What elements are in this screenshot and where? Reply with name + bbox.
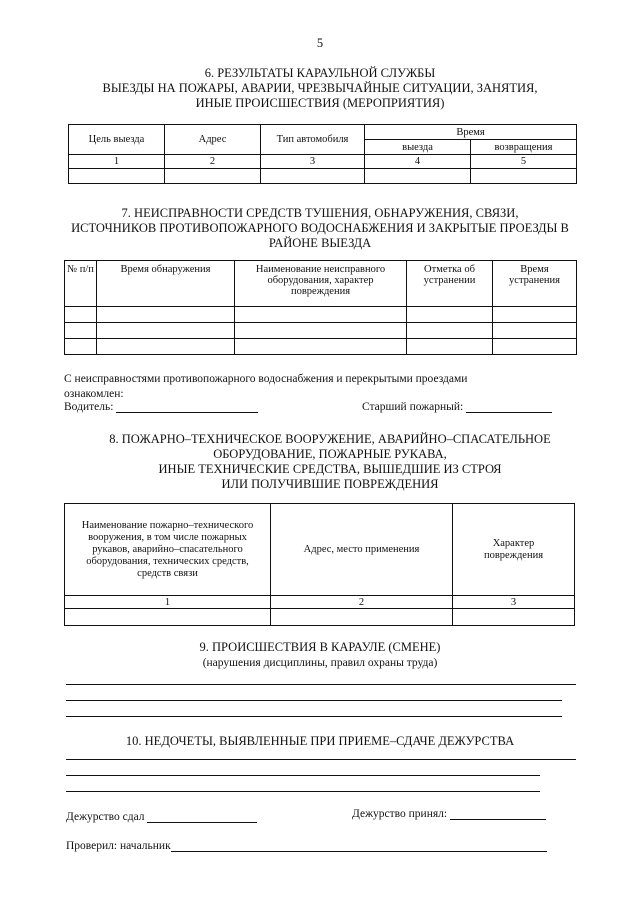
col-equipment: Наименование пожарно–технического вооружения, в том числе пожарных рукавов, аварийно–спасательного оборудования, технических средств, средств связи bbox=[65, 504, 271, 596]
senior-line[interactable] bbox=[466, 401, 552, 413]
col-departure: выезда bbox=[365, 140, 471, 155]
table-row bbox=[65, 609, 575, 626]
driver-line[interactable] bbox=[116, 401, 258, 413]
handed-line[interactable] bbox=[147, 811, 257, 823]
section-10-title: 10. НЕДОЧЕТЫ, ВЫЯВЛЕННЫЕ ПРИ ПРИЕМЕ–СДАЧЕ ДЕЖУРСТВА bbox=[125, 734, 515, 748]
table-row bbox=[69, 169, 577, 184]
col-damage: Характер повреждения bbox=[453, 504, 575, 596]
section-8-title: 8. ПОЖАРНО–ТЕХНИЧЕСКОЕ ВООРУЖЕНИЕ, АВАРИЙНО–СПАСАТЕЛЬНОЕ ОБОРУДОВАНИЕ, ПОЖАРНЫЕ РУКАВА, ИНЫЕ ТЕХНИЧЕСКИЕ СРЕДСТВА, ВЫШЕДШИЕ ИЗ СТРОЯ ИЛИ ПОЛУЧИВШИЕ ПОВРЕЖДЕНИЯ bbox=[109, 432, 551, 491]
accepted-signature: Дежурство принял: bbox=[352, 808, 546, 820]
col-address: Адрес bbox=[165, 125, 261, 155]
section-9-title: 9. ПРОИСШЕСТВИЯ В КАРАУЛЕ (СМЕНЕ) bbox=[199, 640, 441, 654]
blank-line[interactable] bbox=[66, 775, 540, 776]
table-row bbox=[65, 339, 577, 355]
section-7-note: С неисправностями противопожарного водоснабжения и перекрытыми проездами ознакомлен: bbox=[64, 373, 468, 400]
accepted-line[interactable] bbox=[450, 808, 546, 820]
checked-line[interactable] bbox=[171, 840, 547, 852]
blank-line[interactable] bbox=[66, 759, 576, 760]
section-6-table bbox=[68, 124, 577, 184]
blank-line[interactable] bbox=[66, 700, 562, 701]
col-detect-time: Время обнаружения bbox=[97, 261, 235, 307]
table-row bbox=[65, 307, 577, 323]
num-cell: 4 bbox=[365, 155, 471, 169]
section-6-title: 6. РЕЗУЛЬТАТЫ КАРАУЛЬНОЙ СЛУЖБЫ ВЫЕЗДЫ НА ПОЖАРЫ, АВАРИИ, ЧРЕЗВЫЧАЙНЫЕ СИТУАЦИИ, ЗАНЯТИЯ, ИНЫЕ ПРОИСШЕСТВИЯ (МЕРОПРИЯТИЯ) bbox=[102, 66, 538, 110]
col-return: возвращения bbox=[471, 140, 577, 155]
checked-signature: Проверил: начальник bbox=[66, 840, 547, 852]
num-cell: 2 bbox=[271, 596, 453, 609]
section-7-table bbox=[64, 260, 577, 355]
driver-signature: Водитель: bbox=[64, 401, 258, 413]
blank-line[interactable] bbox=[66, 791, 540, 792]
section-8-table bbox=[64, 503, 575, 626]
col-place: Адрес, место применения bbox=[271, 504, 453, 596]
handed-signature: Дежурство сдал bbox=[66, 811, 257, 823]
col-fix-mark: Отметка об устранении bbox=[407, 261, 493, 307]
table-row bbox=[65, 323, 577, 339]
col-time: Время bbox=[365, 125, 577, 140]
col-vehicle-type: Тип автомобиля bbox=[261, 125, 365, 155]
num-cell: 5 bbox=[471, 155, 577, 169]
col-num: № п/п bbox=[65, 261, 97, 307]
page-number: 5 bbox=[316, 36, 324, 50]
num-cell: 3 bbox=[261, 155, 365, 169]
num-cell: 1 bbox=[69, 155, 165, 169]
section-9-subtitle: (нарушения дисциплины, правил охраны труда) bbox=[202, 657, 438, 669]
num-cell: 1 bbox=[65, 596, 271, 609]
col-goal: Цель выезда bbox=[69, 125, 165, 155]
num-cell: 3 bbox=[453, 596, 575, 609]
num-cell: 2 bbox=[165, 155, 261, 169]
col-fix-time: Время устранения bbox=[493, 261, 577, 307]
senior-signature: Старший пожарный: bbox=[362, 401, 552, 413]
section-7-title: 7. НЕИСПРАВНОСТИ СРЕДСТВ ТУШЕНИЯ, ОБНАРУЖЕНИЯ, СВЯЗИ, ИСТОЧНИКОВ ПРОТИВОПОЖАРНОГО ВОДОСНАБЖЕНИЯ И ЗАКРЫТЫЕ ПРОЕЗДЫ В РАЙОНЕ ВЫЕЗДА bbox=[71, 206, 569, 250]
col-equipment-name: Наименование неисправного оборудования, характер повреждения bbox=[235, 261, 407, 307]
blank-line[interactable] bbox=[66, 684, 576, 685]
blank-line[interactable] bbox=[66, 716, 562, 717]
